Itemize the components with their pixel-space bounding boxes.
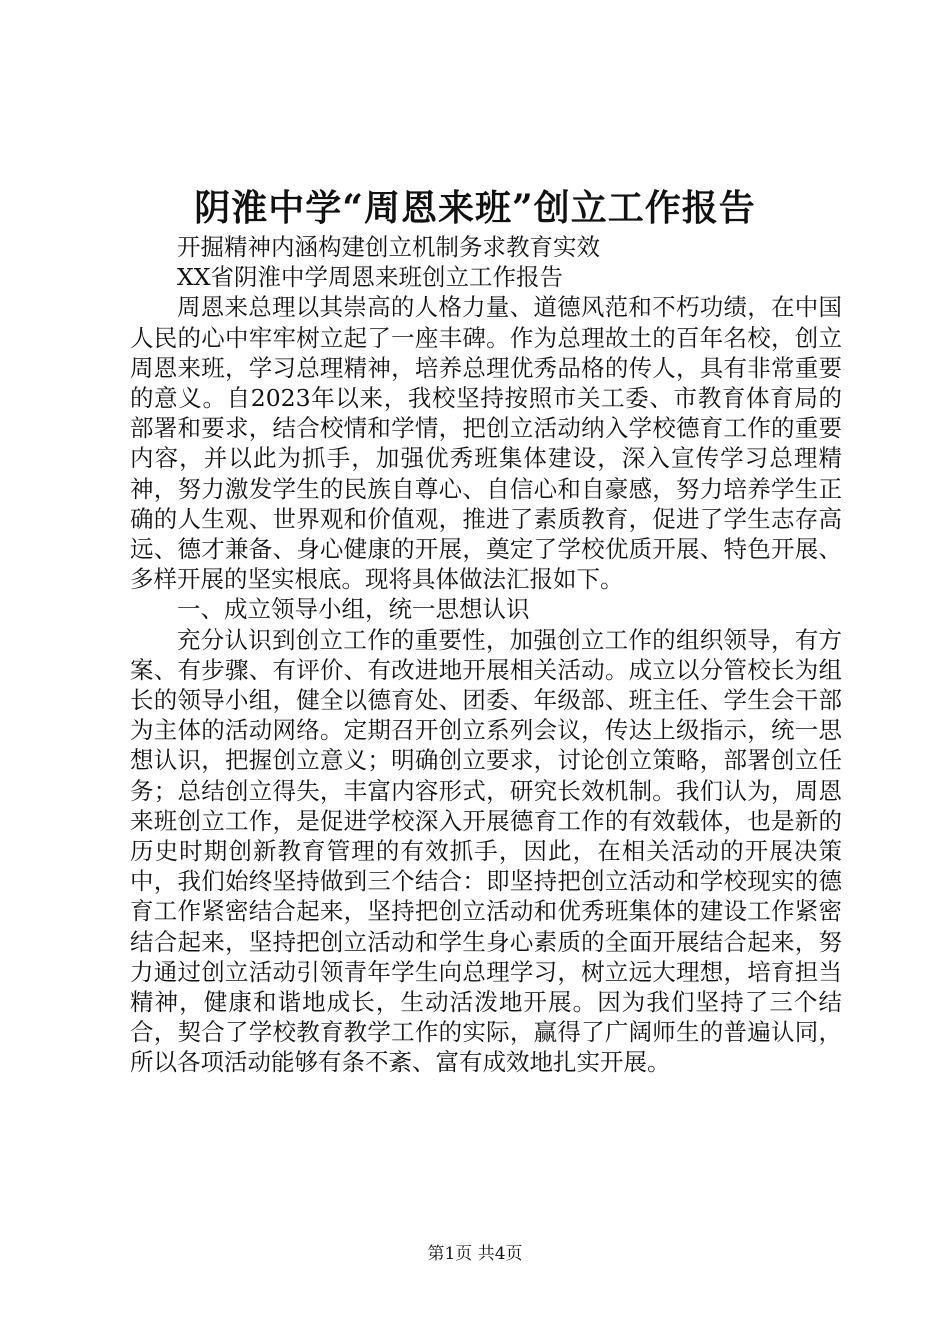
report-heading-line: XX省阴淮中学周恩来班创立工作报告: [177, 263, 563, 292]
subtitle-line: 开掘精神内涵构建创立机制务求教育实效: [177, 233, 600, 261]
section-paragraph: 充分认识到创立工作的重要性，加强创立工作的组织领导，有方案、有步骤、有评价、有改进地开展相关活动。成立以分管校长为组长的领导小组，健全以德育处、团委、年级部、班主任、学生会干部为主体的活动网络。定期召开创立系列会议，传达上级指示，统一思想认识，把握创立意义；明确创立要求，讨论创立策略，部署创立任务；总结创立得失，丰富内容形式，研究长效机制。我们认为，周恩来班创立工作，是促进学校深入开展德育工作的有效载体，也是新的历史时期创新教育管理的有效抓手，因此，在相关活动的开展决策中，我们始终坚持做到三个结合：即坚持把创立活动和学校现实的德育工作紧密结合起来，坚持把创立活动和优秀班集体的建设工作紧密结合起来，坚持把创立活动和学生身心素质的全面开展结合起来，努力通过创立活动引领青年学生向总理学习，树立远大理想，培育担当精神，健康和谐地成长，生动活泼地开展。因为我们坚持了三个结合，契合了学校教育教学工作的实际，赢得了广阔师生的普遍认同，所以各项活动能够有条不紊、富有成效地扎实开展。: [130, 625, 842, 1077]
document-title: 阴淮中学“周恩来班”创立工作报告: [194, 187, 756, 229]
intro-paragraph: 周恩来总理以其崇高的人格力量、道德风范和不朽功绩，在中国人民的心中牢牢树立起了一座丰碑。作为总理故土的百年名校，创立周恩来班，学习总理精神，培养总理优秀品格的传人，具有非常重要的意义。自2023年以来，我校坚持按照市关工委、市教育体育局的部署和要求，结合校情和学情，把创立活动纳入学校德育工作的重要内容，并以此为抓手，加强优秀班集体建设，深入宣传学习总理精神，努力激发学生的民族自尊心、自信心和自豪感，努力培养学生正确的人生观、世界观和价值观，推进了素质教育，促进了学生志存高远、德才兼备、身心健康的开展，奠定了学校优质开展、特色开展、多样开展的坚实根底。现将具体做法汇报如下。: [130, 293, 842, 594]
section-heading: 一、成立领导小组，统一思想认识: [177, 595, 530, 624]
page-number: 第1页 共4页: [427, 1244, 523, 1264]
document-body: [130, 232, 842, 1078]
